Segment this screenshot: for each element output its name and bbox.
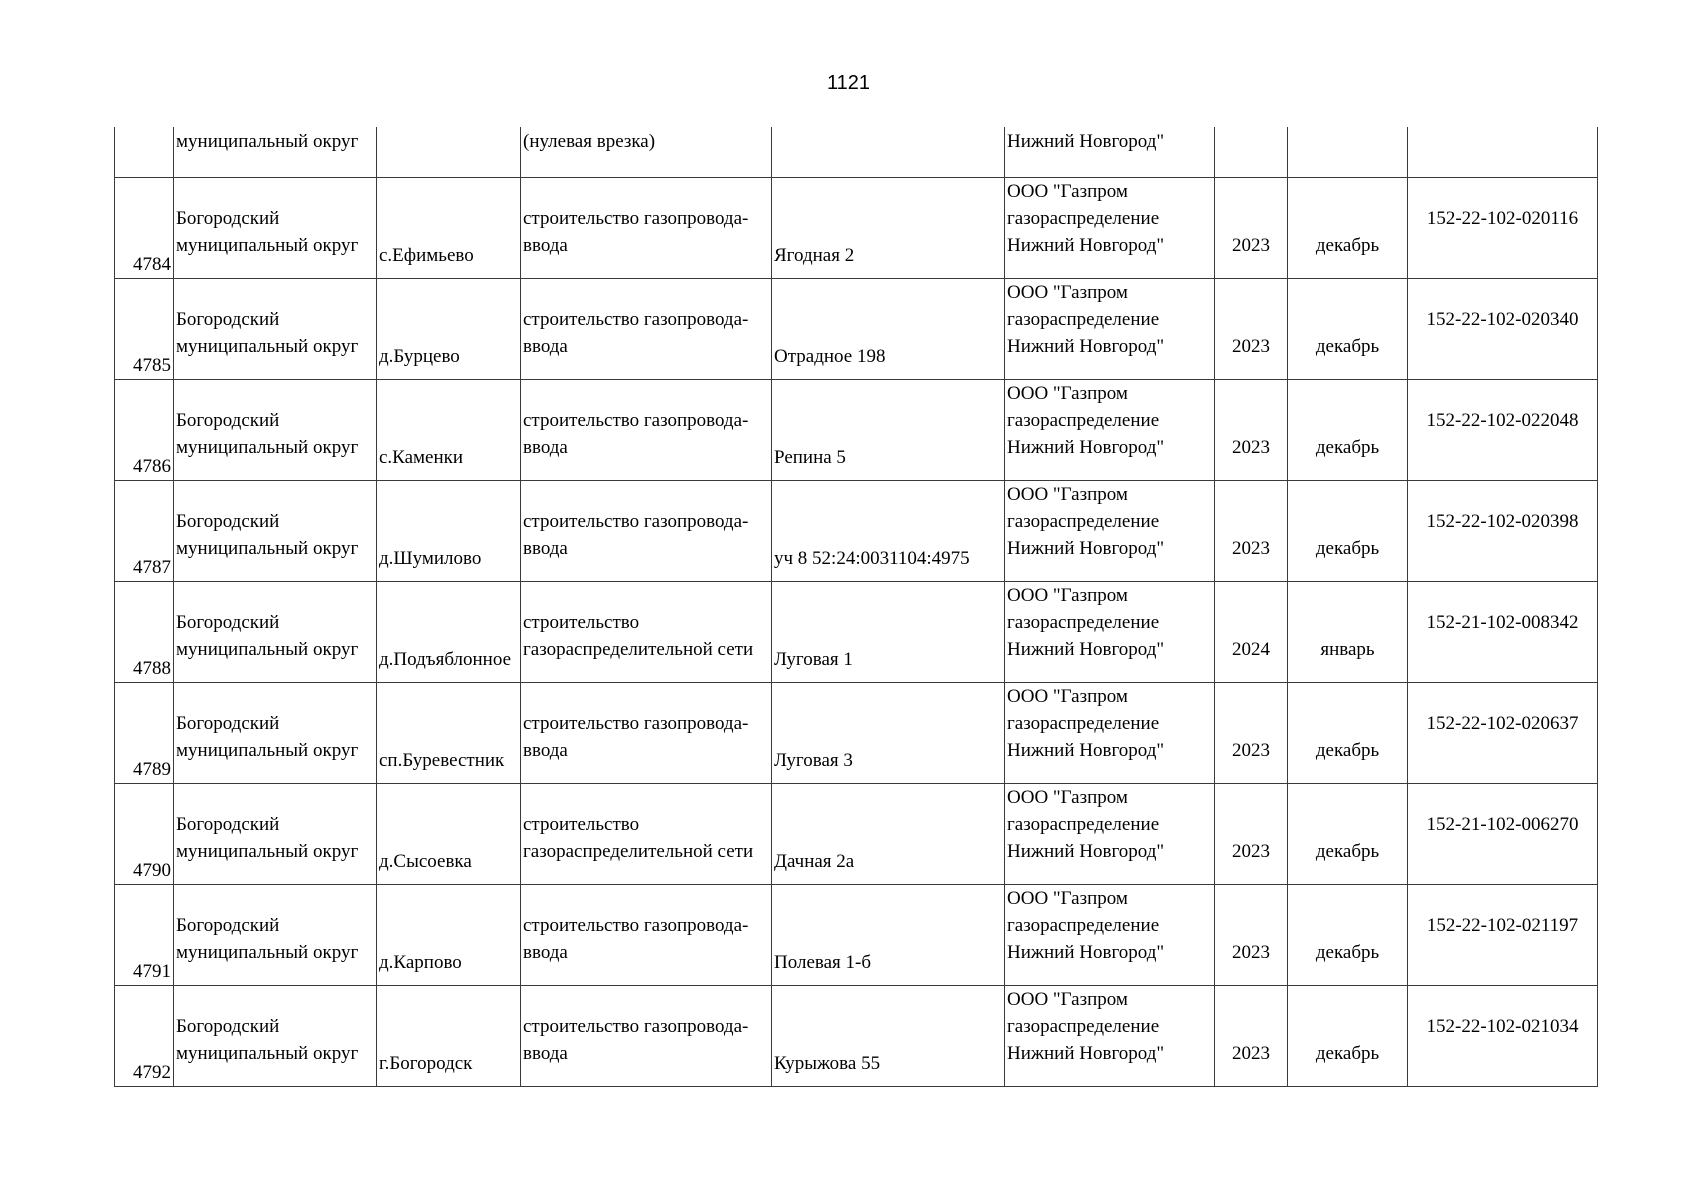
cell-code: 152-22-102-021197 [1408,885,1598,986]
cell-settlement: д.Бурцево [377,279,521,380]
cell-year: 2023 [1215,279,1288,380]
cell-district: Богородский муниципальный округ [174,784,377,885]
cell-org: ООО "Газпром газораспределение Нижний Новгород" [1005,279,1215,380]
cell-year: 2023 [1215,683,1288,784]
cell-work: строительство газопровода- ввода [521,279,772,380]
cell-num [115,127,174,178]
cell-district: Богородский муниципальный округ [174,582,377,683]
cell-num: 4785 [115,279,174,380]
cell-month: декабрь [1288,380,1408,481]
cell-month [1288,127,1408,178]
cell-num: 4784 [115,178,174,279]
cell-work: строительство газопровода- ввода [521,683,772,784]
cell-org: Нижний Новгород" [1005,127,1215,178]
cell-district: Богородский муниципальный округ [174,279,377,380]
table-row-continuation [115,127,1598,178]
cell-code: 152-22-102-021034 [1408,986,1598,1087]
cell-code: 152-22-102-020340 [1408,279,1598,380]
cell-settlement: д.Подъяблонное [377,582,521,683]
cell-work: строительство газопровода- ввода [521,986,772,1087]
cell-org: ООО "Газпром газораспределение Нижний Новгород" [1005,481,1215,582]
cell-address: Ягодная 2 [772,178,1005,279]
cell-month: декабрь [1288,279,1408,380]
gas-works-table [114,127,1598,1087]
cell-org: ООО "Газпром газораспределение Нижний Новгород" [1005,986,1215,1087]
cell-work: строительство газопровода- ввода [521,885,772,986]
cell-address: Полевая 1-б [772,885,1005,986]
cell-district: муниципальный округ [174,127,377,178]
cell-district: Богородский муниципальный округ [174,481,377,582]
cell-org: ООО "Газпром газораспределение Нижний Новгород" [1005,885,1215,986]
cell-district: Богородский муниципальный округ [174,885,377,986]
cell-code: 152-22-102-022048 [1408,380,1598,481]
table-row [115,582,1598,683]
cell-address: уч 8 52:24:0031104:4975 [772,481,1005,582]
cell-address: Луговая 1 [772,582,1005,683]
cell-work: строительство газораспределительной сети [521,582,772,683]
cell-settlement: сп.Буревестник [377,683,521,784]
cell-month: декабрь [1288,481,1408,582]
cell-num: 4788 [115,582,174,683]
cell-num: 4791 [115,885,174,986]
cell-work: (нулевая врезка) [521,127,772,178]
cell-address: Репина 5 [772,380,1005,481]
cell-year: 2023 [1215,784,1288,885]
table-row [115,178,1598,279]
cell-work: строительство газораспределительной сети [521,784,772,885]
cell-address: Курыжова 55 [772,986,1005,1087]
cell-year [1215,127,1288,178]
cell-settlement: с.Ефимьево [377,178,521,279]
cell-year: 2023 [1215,885,1288,986]
cell-year: 2023 [1215,178,1288,279]
cell-year: 2023 [1215,380,1288,481]
cell-org: ООО "Газпром газораспределение Нижний Новгород" [1005,178,1215,279]
cell-address: Дачная 2а [772,784,1005,885]
cell-work: строительство газопровода- ввода [521,178,772,279]
cell-code: 152-21-102-008342 [1408,582,1598,683]
cell-work: строительство газопровода- ввода [521,380,772,481]
table-row [115,885,1598,986]
cell-month: декабрь [1288,986,1408,1087]
cell-address: Луговая 3 [772,683,1005,784]
cell-district: Богородский муниципальный округ [174,178,377,279]
table-row [115,683,1598,784]
cell-org: ООО "Газпром газораспределение Нижний Новгород" [1005,683,1215,784]
cell-work: строительство газопровода- ввода [521,481,772,582]
cell-month: декабрь [1288,683,1408,784]
cell-month: декабрь [1288,178,1408,279]
cell-settlement: д.Сысоевка [377,784,521,885]
cell-settlement: д.Карпово [377,885,521,986]
table-row [115,279,1598,380]
table-row [115,986,1598,1087]
cell-district: Богородский муниципальный округ [174,683,377,784]
cell-code: 152-21-102-006270 [1408,784,1598,885]
cell-code [1408,127,1598,178]
cell-month: январь [1288,582,1408,683]
table-row [115,380,1598,481]
cell-address [772,127,1005,178]
cell-settlement: д.Шумилово [377,481,521,582]
cell-settlement: г.Богородск [377,986,521,1087]
cell-num: 4790 [115,784,174,885]
cell-num: 4787 [115,481,174,582]
cell-org: ООО "Газпром газораспределение Нижний Новгород" [1005,784,1215,885]
cell-district: Богородский муниципальный округ [174,380,377,481]
cell-address: Отрадное 198 [772,279,1005,380]
cell-code: 152-22-102-020637 [1408,683,1598,784]
cell-month: декабрь [1288,885,1408,986]
cell-settlement [377,127,521,178]
cell-month: декабрь [1288,784,1408,885]
page-number: 1121 [826,72,870,94]
cell-org: ООО "Газпром газораспределение Нижний Новгород" [1005,380,1215,481]
cell-org: ООО "Газпром газораспределение Нижний Новгород" [1005,582,1215,683]
cell-num: 4792 [115,986,174,1087]
table-row [115,784,1598,885]
cell-year: 2023 [1215,986,1288,1087]
table-row [115,481,1598,582]
cell-num: 4786 [115,380,174,481]
cell-code: 152-22-102-020398 [1408,481,1598,582]
cell-num: 4789 [115,683,174,784]
cell-district: Богородский муниципальный округ [174,986,377,1087]
cell-code: 152-22-102-020116 [1408,178,1598,279]
cell-settlement: с.Каменки [377,380,521,481]
cell-year: 2024 [1215,582,1288,683]
cell-year: 2023 [1215,481,1288,582]
